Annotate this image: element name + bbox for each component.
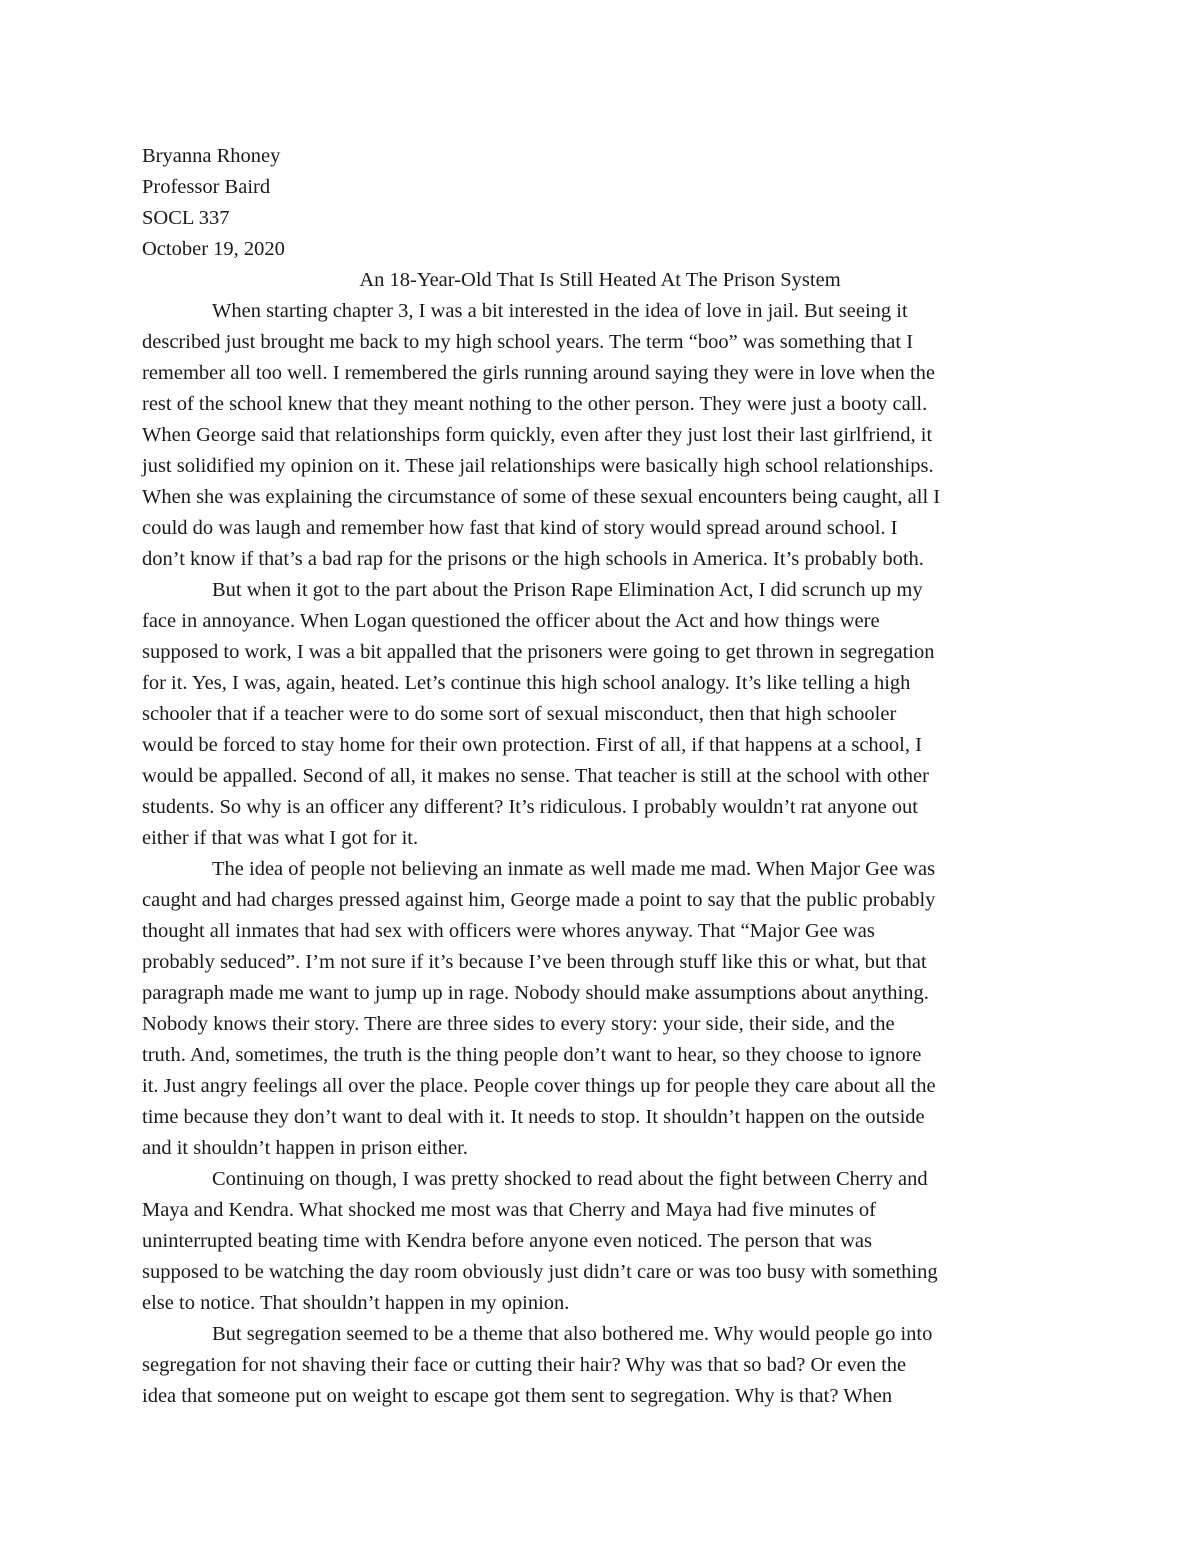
text-line: supposed to work, I was a bit appalled that the prisoners were going to get thrown in segregation [142,641,935,663]
professor-name: Professor Baird [142,176,271,198]
course-code: SOCL 337 [142,207,230,229]
text-line: uninterrupted beating time with Kendra before anyone even noticed. The person that was [142,1230,872,1252]
essay-body [142,296,1062,1412]
text-line: idea that someone put on weight to escape got them sent to segregation. Why is that? When [142,1385,893,1407]
text-line: for it. Yes, I was, again, heated. Let’s continue this high school analogy. It’s like telling a high [142,672,911,694]
text-line: When she was explaining the circumstance of some of these sexual encounters being caught, all I [142,486,941,508]
text-line: The idea of people not believing an inmate as well made me mad. When Major Gee was [212,858,936,880]
text-line: rest of the school knew that they meant nothing to the other person. They were just a booty call. [142,393,928,415]
text-line: segregation for not shaving their face or cutting their hair? Why was that so bad? Or even the [142,1354,907,1376]
text-line: caught and had charges pressed against him, George made a point to say that the public probably [142,889,936,911]
text-line: don’t know if that’s a bad rap for the prisons or the high schools in America. It’s probably both. [142,548,924,570]
essay-title: An 18-Year-Old That Is Still Heated At The Prison System [359,269,841,291]
text-line: and it shouldn’t happen in prison either. [142,1137,468,1159]
text-line: else to notice. That shouldn’t happen in my opinion. [142,1292,570,1314]
text-line: just solidified my opinion on it. These jail relationships were basically high school relationships. [142,455,934,477]
text-line: time because they don’t want to deal with it. It needs to stop. It shouldn’t happen on the outside [142,1106,925,1128]
text-line: probably seduced”. I’m not sure if it’s because I’ve been through stuff like this or what, but that [142,951,927,973]
text-line: supposed to be watching the day room obviously just didn’t care or was too busy with something [142,1261,938,1283]
text-line: But segregation seemed to be a theme that also bothered me. Why would people go into [212,1323,933,1345]
text-line: would be forced to stay home for their own protection. First of all, if that happens at a school, I [142,734,922,756]
text-line: students. So why is an officer any different? It’s ridiculous. I probably wouldn’t rat anyone out [142,796,918,818]
author-name: Bryanna Rhoney [142,145,281,167]
text-line: paragraph made me want to jump up in rage. Nobody should make assumptions about anything. [142,982,929,1004]
text-line: described just brought me back to my high school years. The term “boo” was something that I [142,331,914,353]
text-line: remember all too well. I remembered the girls running around saying they were in love when the [142,362,935,384]
text-line: would be appalled. Second of all, it makes no sense. That teacher is still at the school with other [142,765,929,787]
text-line: Nobody knows their story. There are three sides to every story: your side, their side, and the [142,1013,895,1035]
text-line: could do was laugh and remember how fast that kind of story would spread around school. I [142,517,898,539]
text-line: face in annoyance. When Logan questioned the officer about the Act and how things were [142,610,880,632]
text-line: schooler that if a teacher were to do some sort of sexual misconduct, then that high schooler [142,703,897,725]
text-line: Continuing on though, I was pretty shocked to read about the fight between Cherry and [212,1168,928,1190]
essay-header [142,141,285,265]
text-line: thought all inmates that had sex with officers were whores anyway. That “Major Gee was [142,920,875,942]
text-line: it. Just angry feelings all over the place. People cover things up for people they care about all the [142,1075,936,1097]
text-line: truth. And, sometimes, the truth is the thing people don’t want to hear, so they choose to ignore [142,1044,922,1066]
text-line: either if that was what I got for it. [142,827,419,849]
text-line: When George said that relationships form quickly, even after they just lost their last girlfriend, it [142,424,933,446]
text-line: Maya and Kendra. What shocked me most was that Cherry and Maya had five minutes of [142,1199,876,1221]
text-line: When starting chapter 3, I was a bit interested in the idea of love in jail. But seeing it [212,300,908,322]
text-line: But when it got to the part about the Prison Rape Elimination Act, I did scrunch up my [212,579,923,601]
essay-date: October 19, 2020 [142,238,285,260]
